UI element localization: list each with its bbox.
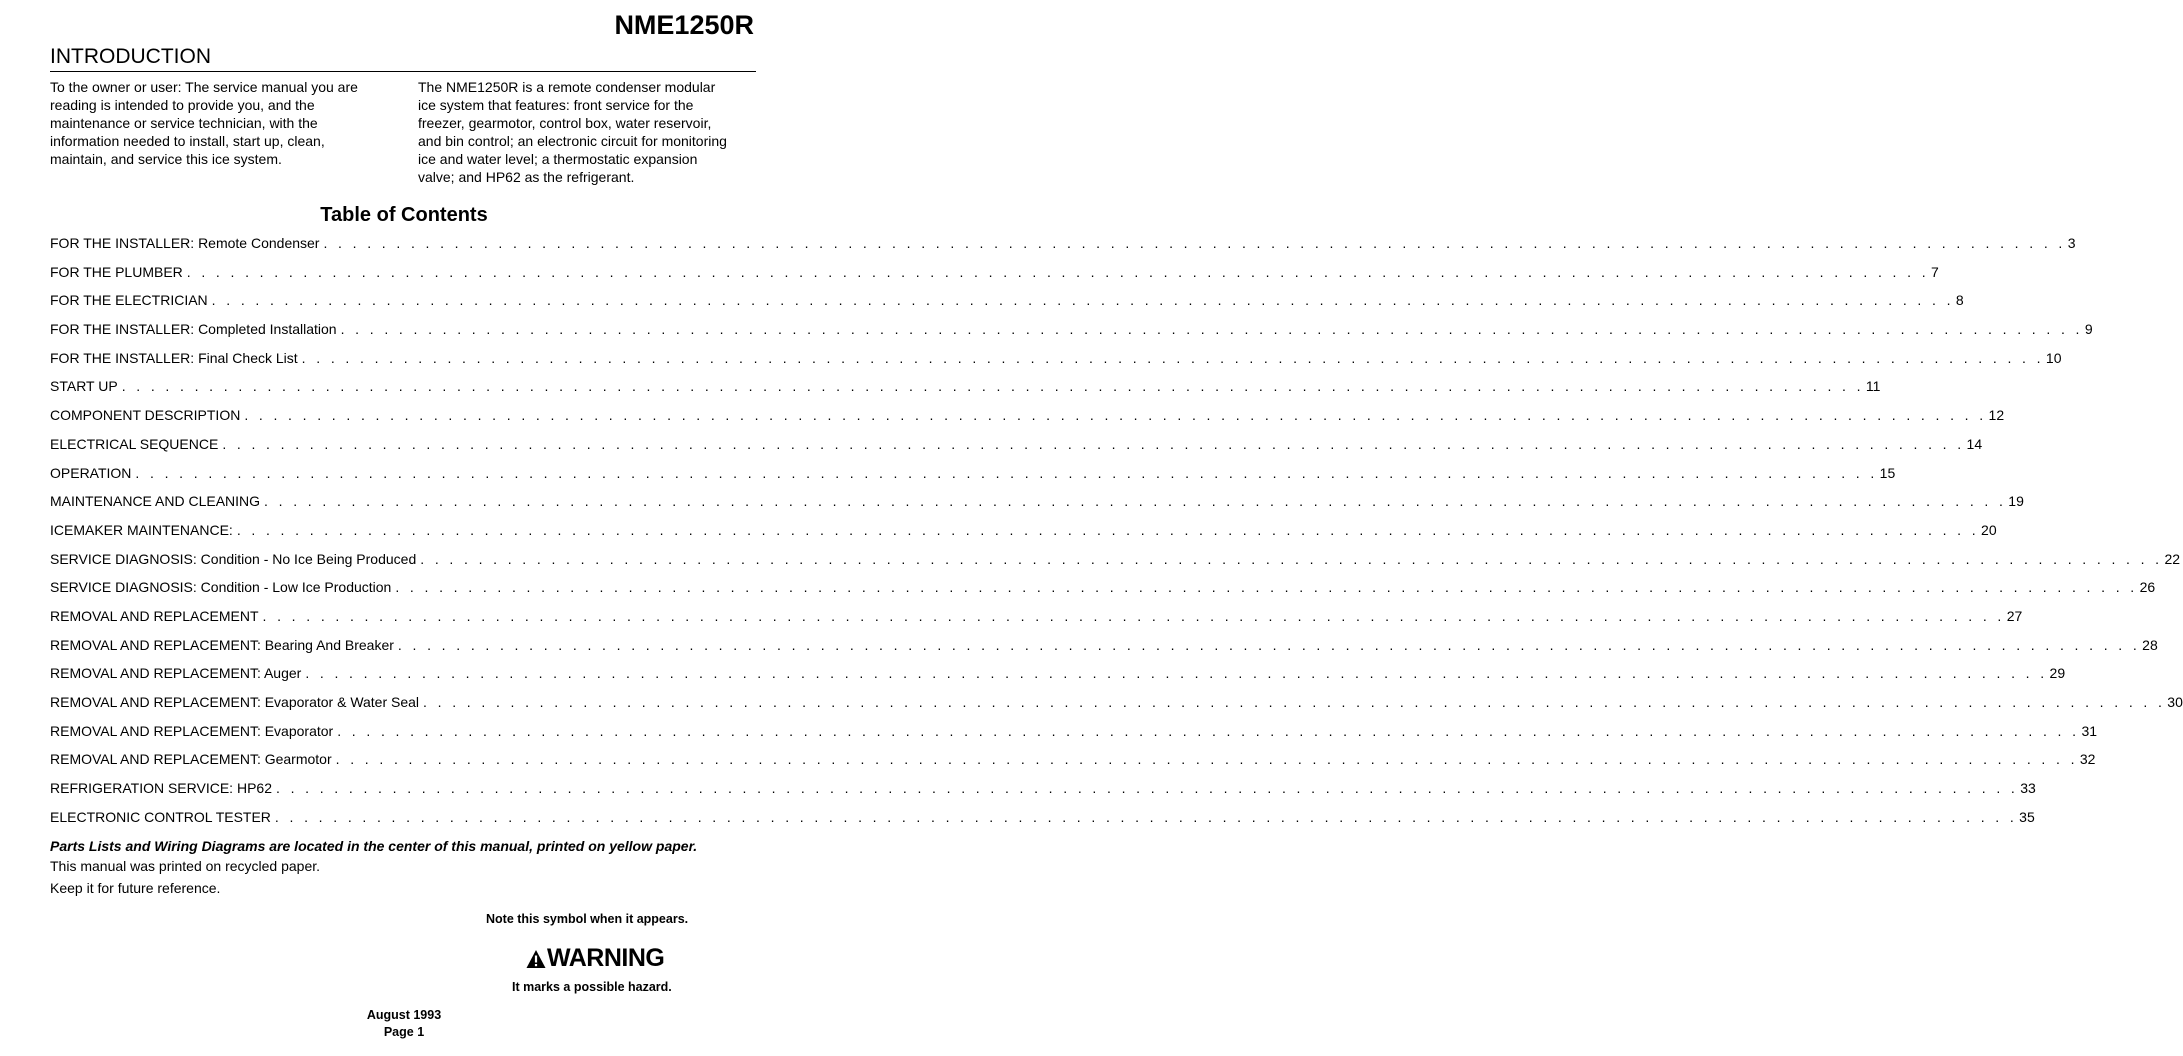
- toc-entry: [50, 263, 1939, 293]
- toc-entry: [50, 694, 2183, 723]
- toc-entry-label: REFRIGERATION SERVICE: HP62: [50, 780, 276, 796]
- toc-dot-leader: . . . . . . . . . . . . . . . . . . . . . . . . . . . . . . . . . . . . . . . . . . . . . . . . . . . . . . . . . . . . . . . . . . . . . . . . . . . . . . . . . . . . . . . . . . . . . . . . . . . . . . . . . . . . . . . . . . . . . . . .: [275, 780, 2019, 797]
- toc-entry: [50, 665, 2066, 694]
- parts-lists-note: Parts Lists and Wiring Diagrams are located in the center of this manual, printed on yellow paper.: [50, 838, 698, 854]
- warning-triangle-icon: [526, 949, 546, 969]
- intro-left-line: To the owner or user: The service manual you are: [50, 79, 358, 95]
- toc-dot-leader: . . . . . . . . . . . . . . . . . . . . . . . . . . . . . . . . . . . . . . . . . . . . . . . . . . . . . . . . . . . . . . . . . . . . . . . . . . . . . . . . . . . . . . . . . . . . . . . . . . . . . . . . . . . . . . . . . . . . . . . .: [262, 607, 2005, 624]
- toc-entry-label: OPERATION: [50, 465, 135, 481]
- toc-dot-leader: . . . . . . . . . . . . . . . . . . . . . . . . . . . . . . . . . . . . . . . . . . . . . . . . . . . . . . . . . . . . . . . . . . . . . . . . . . . . . . . . . . . . . . . . . . . . . . . . . . . . . . . . . . . . . . . . . . . . . . . .: [397, 636, 2141, 653]
- toc-entry-page: 32: [2079, 751, 2096, 768]
- toc-dot-leader: . . . . . . . . . . . . . . . . . . . . . . . . . . . . . . . . . . . . . . . . . . . . . . . . . . . . . . . . . . . . . . . . . . . . . . . . . . . . . . . . . . . . . . . . . . . . . . . . . . . . . . . . . . . . . . . . . . . . . . . .: [323, 235, 2066, 251]
- toc-dot-leader: . . . . . . . . . . . . . . . . . . . . . . . . . . . . . . . . . . . . . . . . . . . . . . . . . . . . . . . . . . . . . . . . . . . . . . . . . . . . . . . . . . . . . . . . . . . . . . . . . . . . . . . . . . . . . . . . . . . . . . . .: [236, 521, 1980, 538]
- toc-entry-label: MAINTENANCE AND CLEANING: [50, 493, 264, 509]
- toc-entry-page: 35: [2019, 808, 2035, 825]
- toc-title: Table of Contents: [320, 204, 488, 226]
- toc-entry-label: REMOVAL AND REPLACEMENT: Bearing And Breaker: [50, 637, 398, 653]
- intro-left-line: reading is intended to provide you, and the: [50, 97, 315, 113]
- intro-right-column: [418, 78, 758, 186]
- section-title: INTRODUCTION: [50, 45, 211, 68]
- toc-entry: [50, 235, 2076, 264]
- toc-entry-label: FOR THE INSTALLER: Final Check List: [50, 350, 302, 366]
- toc-entry: [50, 780, 2036, 809]
- toc-dot-leader: . . . . . . . . . . . . . . . . . . . . . . . . . . . . . . . . . . . . . . . . . . . . . . . . . . . . . . . . . . . . . . . . . . . . . . . . . . . . . . . . . . . . . . . . . . . . . . . . . . . . . . . . . . . . . . . . . . . . . . . .: [211, 292, 1954, 309]
- toc-entry: [50, 722, 2098, 752]
- toc-dot-leader: . . . . . . . . . . . . . . . . . . . . . . . . . . . . . . . . . . . . . . . . . . . . . . . . . . . . . . . . . . . . . . . . . . . . . . . . . . . . . . . . . . . . . . . . . . . . . . . . . . . . . . . . . . . . . . . . . . . . . . . .: [337, 722, 2080, 739]
- warning-label: WARNING: [547, 944, 665, 972]
- toc-entry-page: 22: [2164, 550, 2181, 567]
- toc-entry-page: 10: [2045, 349, 2062, 366]
- toc-entry: [50, 550, 2181, 580]
- toc-entry: [50, 493, 2024, 522]
- toc-entry-label: COMPONENT DESCRIPTION: [50, 407, 244, 423]
- toc-dot-leader: . . . . . . . . . . . . . . . . . . . . . . . . . . . . . . . . . . . . . . . . . . . . . . . . . . . . . . . . . . . . . . . . . . . . . . . . . . . . . . . . . . . . . . . . . . . . . . . . . . . . . . . . . . . . . . . . . . . . . . . .: [340, 321, 2083, 338]
- keep-for-reference-note: Keep it for future reference.: [50, 880, 221, 896]
- toc-entry-label: REMOVAL AND REPLACEMENT: Auger: [50, 665, 305, 681]
- table-of-contents: [50, 235, 2183, 837]
- intro-right-line: and bin control; an electronic circuit for monitoring: [418, 133, 727, 149]
- toc-entry: [50, 751, 2096, 780]
- toc-entry: [50, 636, 2158, 666]
- toc-entry-page: 27: [2006, 607, 2023, 624]
- toc-entry: [50, 579, 2156, 608]
- intro-right-line: ice system that features: front service for the: [418, 97, 694, 113]
- page-number: Page 1: [383, 1025, 425, 1039]
- intro-right-line: The NME1250R is a remote condenser modular: [418, 79, 716, 95]
- intro-right-line: ice and water level; a thermostatic expansion: [418, 151, 698, 167]
- toc-entry-label: ELECTRONIC CONTROL TESTER: [50, 809, 275, 825]
- model-number: NME1250R: [614, 10, 754, 40]
- toc-dot-leader: . . . . . . . . . . . . . . . . . . . . . . . . . . . . . . . . . . . . . . . . . . . . . . . . . . . . . . . . . . . . . . . . . . . . . . . . . . . . . . . . . . . . . . . . . . . . . . . . . . . . . . . . . . . . . . . . . . . . . . . .: [423, 694, 2166, 710]
- toc-entry-page: 33: [2020, 780, 2036, 797]
- toc-entry-label: REMOVAL AND REPLACEMENT: Evaporator: [50, 723, 337, 739]
- toc-entry-page: 8: [1955, 292, 1964, 309]
- toc-entry-page: 29: [2049, 665, 2066, 682]
- toc-entry-label: START UP: [50, 378, 122, 394]
- toc-entry-label: FOR THE PLUMBER: [50, 264, 187, 280]
- toc-entry-page: 12: [1988, 407, 2005, 424]
- toc-entry: [50, 292, 1964, 321]
- symbol-note: Note this symbol when it appears.: [486, 912, 689, 926]
- toc-entry: [50, 378, 1881, 407]
- toc-entry-page: 30: [2167, 694, 2183, 710]
- toc-dot-leader: . . . . . . . . . . . . . . . . . . . . . . . . . . . . . . . . . . . . . . . . . . . . . . . . . . . . . . . . . . . . . . . . . . . . . . . . . . . . . . . . . . . . . . . . . . . . . . . . . . . . . . . . . . . . . . . . . . . . . . . .: [222, 435, 1965, 452]
- toc-dot-leader: . . . . . . . . . . . . . . . . . . . . . . . . . . . . . . . . . . . . . . . . . . . . . . . . . . . . . . . . . . . . . . . . . . . . . . . . . . . . . . . . . . . . . . . . . . . . . . . . . . . . . . . . . . . . . . . . . . . . . . . .: [305, 665, 2048, 682]
- toc-entry-label: SERVICE DIAGNOSIS: Condition - Low Ice Production: [50, 579, 395, 595]
- notes: [50, 837, 697, 897]
- toc-entry-label: REMOVAL AND REPLACEMENT: Gearmotor: [50, 751, 336, 767]
- toc-entry-page: 11: [1865, 378, 1881, 395]
- toc-entry: [50, 321, 2093, 350]
- toc-entry-label: FOR THE INSTALLER: Remote Condenser: [50, 235, 323, 251]
- toc-entry-label: SERVICE DIAGNOSIS: Condition - No Ice Being Produced: [50, 551, 420, 567]
- toc-entry-page: 26: [2139, 579, 2156, 596]
- toc-entry-page: 3: [2067, 235, 2076, 251]
- toc-entry: [50, 607, 2023, 637]
- toc-entry-page: 20: [1981, 521, 1997, 538]
- toc-entry-page: 28: [2142, 636, 2158, 653]
- intro-left-line: maintain, and service this ice system.: [50, 151, 282, 167]
- toc-dot-leader: . . . . . . . . . . . . . . . . . . . . . . . . . . . . . . . . . . . . . . . . . . . . . . . . . . . . . . . . . . . . . . . . . . . . . . . . . . . . . . . . . . . . . . . . . . . . . . . . . . . . . . . . . . . . . . . . . . . . . . . .: [121, 378, 1864, 395]
- toc-entry: [50, 407, 2005, 436]
- toc-dot-leader: . . . . . . . . . . . . . . . . . . . . . . . . . . . . . . . . . . . . . . . . . . . . . . . . . . . . . . . . . . . . . . . . . . . . . . . . . . . . . . . . . . . . . . . . . . . . . . . . . . . . . . . . . . . . . . . . . . . . . . . .: [264, 493, 2007, 510]
- toc-dot-leader: . . . . . . . . . . . . . . . . . . . . . . . . . . . . . . . . . . . . . . . . . . . . . . . . . . . . . . . . . . . . . . . . . . . . . . . . . . . . . . . . . . . . . . . . . . . . . . . . . . . . . . . . . . . . . . . . . . . . . . . .: [395, 579, 2138, 596]
- header-rule: [50, 71, 756, 72]
- toc-entry-label: REMOVAL AND REPLACEMENT: [50, 608, 263, 624]
- toc-entry-page: 7: [1931, 263, 1939, 280]
- footer: [0, 1007, 808, 1041]
- toc-entry-page: 15: [1879, 464, 1896, 481]
- toc-dot-leader: . . . . . . . . . . . . . . . . . . . . . . . . . . . . . . . . . . . . . . . . . . . . . . . . . . . . . . . . . . . . . . . . . . . . . . . . . . . . . . . . . . . . . . . . . . . . . . . . . . . . . . . . . . . . . . . . . . . . . . . .: [301, 349, 2044, 366]
- toc-entry-page: 19: [2008, 493, 2024, 510]
- toc-dot-leader: . . . . . . . . . . . . . . . . . . . . . . . . . . . . . . . . . . . . . . . . . . . . . . . . . . . . . . . . . . . . . . . . . . . . . . . . . . . . . . . . . . . . . . . . . . . . . . . . . . . . . . . . . . . . . . . . . . . . . . . .: [244, 407, 1987, 424]
- recycled-paper-note: This manual was printed on recycled paper.: [50, 858, 321, 874]
- hazard-note: It marks a possible hazard.: [512, 980, 672, 994]
- toc-dot-leader: . . . . . . . . . . . . . . . . . . . . . . . . . . . . . . . . . . . . . . . . . . . . . . . . . . . . . . . . . . . . . . . . . . . . . . . . . . . . . . . . . . . . . . . . . . . . . . . . . . . . . . . . . . . . . . . . . . . . . . . .: [274, 808, 2018, 825]
- toc-entry: [50, 808, 2035, 838]
- intro-right-line: valve; and HP62 as the refrigerant.: [418, 169, 635, 185]
- toc-entry-page: 9: [2084, 321, 2093, 338]
- toc-entry-label: ELECTRICAL SEQUENCE: [50, 436, 222, 452]
- toc-entry-page: 14: [1966, 435, 1983, 452]
- intro-left-column: [50, 78, 390, 168]
- footer-date: August 1993: [366, 1008, 442, 1022]
- toc-entry: [50, 464, 1896, 494]
- intro-left-line: information needed to install, start up, clean,: [50, 133, 325, 149]
- intro-left-line: maintenance or service technician, with the: [50, 115, 318, 131]
- toc-dot-leader: . . . . . . . . . . . . . . . . . . . . . . . . . . . . . . . . . . . . . . . . . . . . . . . . . . . . . . . . . . . . . . . . . . . . . . . . . . . . . . . . . . . . . . . . . . . . . . . . . . . . . . . . . . . . . . . . . . . . . . . .: [186, 263, 1929, 280]
- toc-entry: [50, 521, 1997, 551]
- toc-entry-label: ICEMAKER MAINTENANCE:: [50, 522, 237, 538]
- toc-entry: [50, 349, 2062, 379]
- toc-entry: [50, 435, 1983, 465]
- toc-dot-leader: . . . . . . . . . . . . . . . . . . . . . . . . . . . . . . . . . . . . . . . . . . . . . . . . . . . . . . . . . . . . . . . . . . . . . . . . . . . . . . . . . . . . . . . . . . . . . . . . . . . . . . . . . . . . . . . . . . . . . . . .: [135, 464, 1878, 481]
- toc-entry-label: FOR THE ELECTRICIAN: [50, 292, 212, 308]
- toc-entry-label: FOR THE INSTALLER: Completed Installation: [50, 321, 341, 337]
- intro-right-line: freezer, gearmotor, control box, water reservoir,: [418, 115, 712, 131]
- toc-entry-label: REMOVAL AND REPLACEMENT: Evaporator & Water Seal: [50, 694, 423, 710]
- toc-entry-page: 31: [2081, 722, 2098, 739]
- toc-dot-leader: . . . . . . . . . . . . . . . . . . . . . . . . . . . . . . . . . . . . . . . . . . . . . . . . . . . . . . . . . . . . . . . . . . . . . . . . . . . . . . . . . . . . . . . . . . . . . . . . . . . . . . . . . . . . . . . . . . . . . . . .: [335, 751, 2078, 768]
- warning-symbol: [526, 944, 664, 973]
- toc-dot-leader: . . . . . . . . . . . . . . . . . . . . . . . . . . . . . . . . . . . . . . . . . . . . . . . . . . . . . . . . . . . . . . . . . . . . . . . . . . . . . . . . . . . . . . . . . . . . . . . . . . . . . . . . . . . . . . . . . . . . . . . .: [420, 550, 2163, 567]
